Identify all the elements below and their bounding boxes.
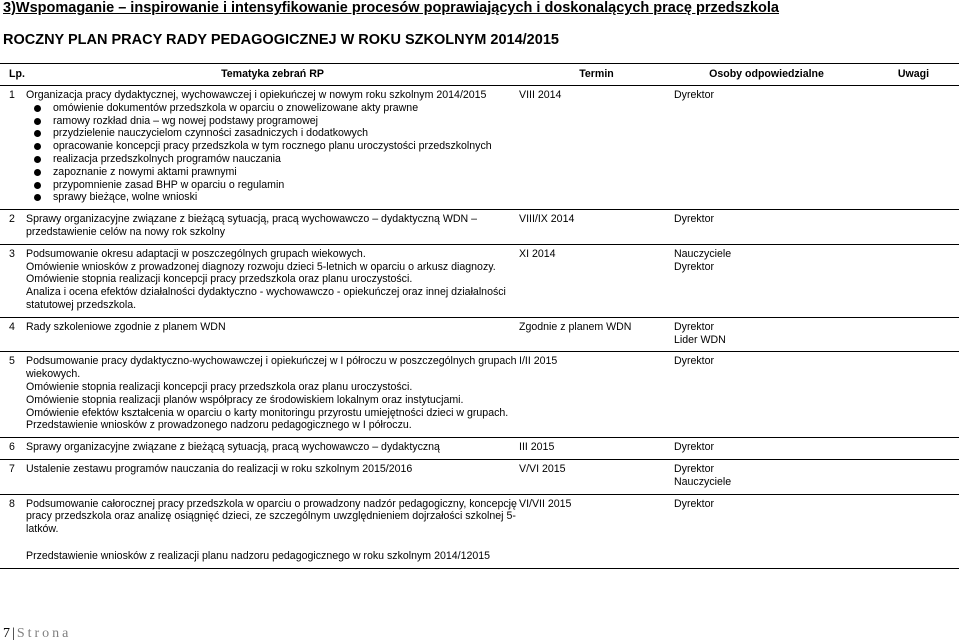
- responsible-person: Dyrektor: [674, 213, 715, 226]
- row-responsible: [674, 86, 859, 210]
- table-row: [0, 494, 959, 568]
- header-notes: Uwagi: [859, 64, 959, 86]
- bullet-dot-icon: [34, 182, 41, 189]
- list-item: [26, 102, 519, 115]
- table-row: [0, 210, 959, 245]
- topic-line: Analiza i ocena efektów działalności dydaktyczno - wychowawczo - opiekuńczej oraz innej działalności statutowej przedszkola.: [26, 286, 506, 311]
- row-notes: [859, 86, 959, 210]
- row-topic: [26, 244, 519, 317]
- row-topic: [26, 86, 519, 210]
- responsible-person: Dyrektor: [674, 355, 715, 368]
- row-responsible: [674, 494, 859, 568]
- page-word: Strona: [16, 626, 72, 641]
- responsible-person: Dyrektor: [674, 462, 715, 475]
- responsible-person: Dyrektor: [674, 320, 715, 333]
- header-topic: Tematyka zebrań RP: [26, 64, 519, 86]
- bullet-dot-icon: [34, 194, 41, 201]
- bullet-dot-icon: [34, 105, 41, 112]
- table-row: [0, 438, 959, 460]
- list-item: [26, 153, 519, 166]
- list-item: [26, 166, 519, 179]
- row-notes: [859, 317, 959, 352]
- row-notes: [859, 459, 959, 494]
- bullet-text: zapoznanie z nowymi aktami prawnymi: [53, 165, 237, 178]
- topic-line: Podsumowanie pracy dydaktyczno-wychowawczej i opiekuńczej w I półroczu w poszczególnych grupach wiekowych.: [26, 355, 517, 381]
- responsible-person: Dyrektor: [674, 260, 715, 273]
- topic-line: Omówienie stopnia realizacji planów współpracy ze środowiskiem lokalnym oraz instytucjami.: [26, 393, 464, 406]
- row-responsible: [674, 459, 859, 494]
- row-notes: [859, 438, 959, 460]
- row-responsible: [674, 438, 859, 460]
- topic-line: Rady szkoleniowe zgodnie z planem WDN: [26, 320, 226, 333]
- row-term: VIII 2014: [519, 86, 674, 210]
- row-term: V/VI 2015: [519, 459, 674, 494]
- row-number: 1: [0, 86, 26, 210]
- table-row: [0, 459, 959, 494]
- topic-line: Podsumowanie całorocznej pracy przedszkola w oparciu o prowadzony nadzór pedagogiczny, koncepcję pracy przedszkola oraz analizę osiągnięć dzieci, ze szczególnym uwzględnieniem dojrzałości szkolnej 5-latków.: [26, 497, 517, 536]
- table-row: [0, 244, 959, 317]
- bullet-dot-icon: [34, 118, 41, 125]
- topic-line: Omówienie wniosków z prowadzonej diagnozy rozwoju dzieci 5-letnich w oparciu o arkusz diagnozy.: [26, 260, 496, 273]
- table-body: [0, 86, 959, 569]
- header-term: Termin: [519, 64, 674, 86]
- table-row: [0, 86, 959, 210]
- topic-line: Omówienie stopnia realizacji koncepcji pracy przedszkola oraz planu uroczystości.: [26, 380, 413, 393]
- row-number: 8: [0, 494, 26, 568]
- row-term: Zgodnie z planem WDN: [519, 317, 674, 352]
- row-responsible: [674, 210, 859, 245]
- page-number: 7: [3, 626, 10, 641]
- header-lp: Lp.: [0, 64, 26, 86]
- topic-line: Ustalenie zestawu programów nauczania do realizacji w roku szkolnym 2015/2016: [26, 462, 413, 475]
- row-notes: [859, 494, 959, 568]
- topic-line: Sprawy organizacyjne związane z bieżącą sytuacją, pracą wychowawczo – dydaktyczną: [26, 441, 440, 454]
- bullet-dot-icon: [34, 130, 41, 137]
- row-notes: [859, 352, 959, 438]
- topic-spacer: [26, 536, 519, 550]
- section-heading: 3)Wspomaganie – inspirowanie i intensyfikowanie procesów poprawiających i doskonalących pracę przedszkola: [3, 0, 779, 16]
- row-number: 4: [0, 317, 26, 352]
- row-term: I/II 2015: [519, 352, 674, 438]
- responsible-person: Nauczyciele: [674, 247, 732, 260]
- bullet-text: sprawy bieżące, wolne wnioski: [53, 191, 198, 204]
- row-topic: [26, 317, 519, 352]
- responsible-person: Dyrektor: [674, 89, 715, 101]
- topic-line: Przedstawienie wniosków z prowadzonego nadzoru pedagogicznego w I półroczu.: [26, 419, 412, 432]
- responsible-person: Dyrektor: [674, 497, 715, 510]
- row-responsible: [674, 244, 859, 317]
- list-item: [26, 140, 519, 153]
- bullet-dot-icon: [34, 156, 41, 163]
- table-row: [0, 352, 959, 438]
- topic-line: Sprawy organizacyjne związane z bieżącą sytuacją, pracą wychowawczo – dydaktyczną WDN – przedstawienie celów na nowy rok szkolny: [26, 213, 478, 238]
- row-term: VI/VII 2015: [519, 494, 674, 568]
- bullet-dot-icon: [34, 169, 41, 176]
- list-item: [26, 127, 519, 140]
- plan-table: [0, 63, 959, 569]
- responsible-person: Lider WDN: [674, 333, 726, 346]
- topic-line: Przedstawienie wniosków z realizacji planu nadzoru pedagogicznego w roku szkolnym 2014/12015: [26, 549, 491, 562]
- row-term: III 2015: [519, 438, 674, 460]
- row-topic: [26, 494, 519, 568]
- topic-line: Organizacja pracy dydaktycznej, wychowawczej i opiekuńczej w nowym roku szkolnym 2014/2015: [26, 89, 487, 101]
- topic-line: Omówienie stopnia realizacji koncepcji pracy przedszkola oraz planu uroczystości.: [26, 273, 413, 286]
- row-responsible: [674, 352, 859, 438]
- row-term: XI 2014: [519, 244, 674, 317]
- row-topic: [26, 438, 519, 460]
- bullet-dot-icon: [34, 143, 41, 150]
- row-number: 3: [0, 244, 26, 317]
- page-footer: [3, 626, 71, 642]
- row-number: 7: [0, 459, 26, 494]
- responsible-person: Dyrektor: [674, 441, 715, 454]
- footer-separator: |: [12, 626, 15, 641]
- row-notes: [859, 244, 959, 317]
- row-notes: [859, 210, 959, 245]
- bullet-text: przydzielenie nauczycielom czynności zasadniczych i dodatkowych: [53, 127, 369, 140]
- header-responsible: Osoby odpowiedzialne: [674, 64, 859, 86]
- list-item: [26, 191, 519, 204]
- table-row: [0, 317, 959, 352]
- bullet-text: ramowy rozkład dnia – wg nowej podstawy programowej: [53, 114, 318, 127]
- list-item: [26, 179, 519, 192]
- topic-bullet-list: [26, 102, 519, 204]
- plan-title: ROCZNY PLAN PRACY RADY PEDAGOGICZNEJ W ROKU SZKOLNYM 2014/2015: [3, 32, 559, 48]
- row-number: 2: [0, 210, 26, 245]
- row-term: VIII/IX 2014: [519, 210, 674, 245]
- bullet-text: realizacja przedszkolnych programów nauczania: [53, 152, 281, 165]
- row-topic: [26, 352, 519, 438]
- row-number: 6: [0, 438, 26, 460]
- row-responsible: [674, 317, 859, 352]
- topic-line: Omówienie efektów kształcenia w oparciu o karty monitoringu przyrostu umiejętności dzieci w grupach.: [26, 406, 509, 419]
- bullet-text: omówienie dokumentów przedszkola w oparciu o znowelizowane akty prawne: [53, 101, 419, 114]
- list-item: [26, 115, 519, 128]
- responsible-person: Nauczyciele: [674, 475, 732, 488]
- row-number: 5: [0, 352, 26, 438]
- row-topic: [26, 459, 519, 494]
- table-header-row: [0, 64, 959, 86]
- bullet-text: przypomnienie zasad BHP w oparciu o regulamin: [53, 178, 285, 191]
- topic-line: Podsumowanie okresu adaptacji w poszczególnych grupach wiekowych.: [26, 247, 366, 260]
- bullet-text: opracowanie koncepcji pracy przedszkola w tym rocznego planu uroczystości przedszkolnych: [53, 140, 492, 153]
- row-topic: [26, 210, 519, 245]
